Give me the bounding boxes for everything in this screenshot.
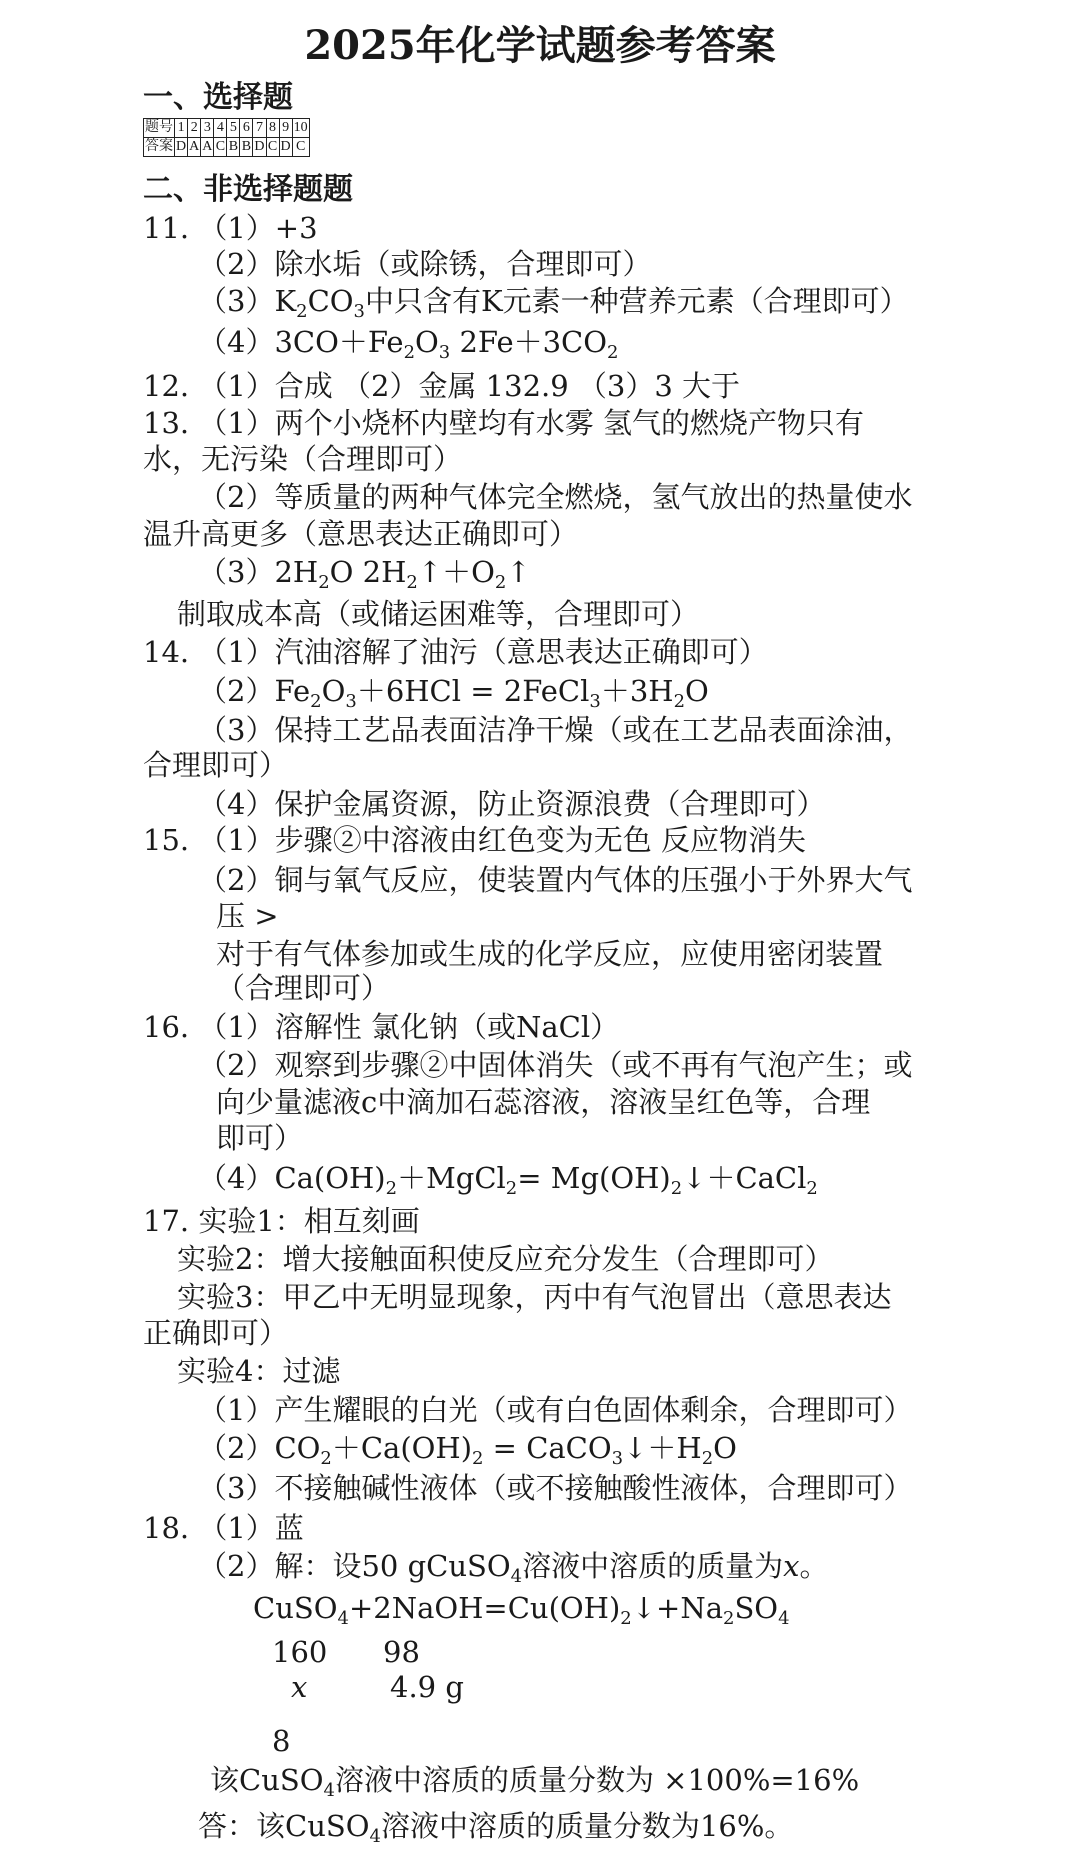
q14-line-3: （3）保持工艺品表面洁净干燥（或在工艺品表面涂油， bbox=[198, 713, 913, 747]
answer-cell: B bbox=[227, 138, 240, 157]
q11-line-3: $(3)K_2CO_3$中只含有K元素一种营养元素（合理即可） bbox=[198, 284, 909, 322]
q17-line-8: （3）不接触碱性液体（或不接触酸性液体，合理即可） bbox=[198, 1471, 913, 1505]
q18-result-number: 8 bbox=[272, 1724, 291, 1758]
q17-line-1: 17. 实验1：相互刻画 bbox=[143, 1204, 420, 1238]
q18-line-1: 18. （1）蓝 bbox=[143, 1511, 304, 1545]
q18-mass-fraction-line: 该CuSO$_4$溶液中溶质的质量分数为 ×100%=16% bbox=[210, 1763, 860, 1801]
answer-cell: B bbox=[240, 138, 253, 157]
q13-line-2: 水，无污染（合理即可） bbox=[143, 442, 463, 476]
q13-line-6: 制取成本高（或储运困难等，合理即可） bbox=[177, 597, 700, 631]
page-title: 2025年化学试题参考答案 bbox=[304, 22, 776, 69]
q18-given-mass: 4.9 g bbox=[390, 1670, 464, 1704]
answer-cell: C bbox=[266, 138, 279, 157]
q18-final-answer: 答：该CuSO$_4$溶液中溶质的质量分数为16%。 bbox=[198, 1809, 794, 1847]
question-number-cell: 6 bbox=[240, 119, 253, 138]
q18-molar-mass-cuso4: 160 bbox=[272, 1635, 328, 1669]
q15-line-5: （合理即可） bbox=[216, 971, 391, 1005]
q17-line-7-equation: $(2)CO_2+Ca(OH)_2$ = $CaCO_3↓+H_2O$ bbox=[198, 1431, 737, 1469]
answer-cell: C bbox=[292, 138, 309, 157]
q13-line-3: （2）等质量的两种气体完全燃烧，氢气放出的热量使水 bbox=[198, 480, 913, 514]
q14-line-5: （4）保护金属资源，防止资源浪费（合理即可） bbox=[198, 787, 826, 821]
table-row-numbers bbox=[144, 119, 310, 138]
answer-cell: A bbox=[188, 138, 201, 157]
q17-line-5: 实验4：过滤 bbox=[177, 1354, 341, 1388]
q13-line-4: 温升高更多（意思表达正确即可） bbox=[143, 517, 579, 551]
q15-line-2: （2）铜与氧气反应，使装置内气体的压强小于外界大气 bbox=[198, 863, 913, 897]
q17-line-4: 正确即可） bbox=[143, 1316, 289, 1350]
q17-line-3: 实验3：甲乙中无明显现象，丙中有气泡冒出（意思表达 bbox=[177, 1280, 892, 1314]
table-row-answers bbox=[144, 138, 310, 157]
q17-line-2: 实验2：增大接触面积使反应充分发生（合理即可） bbox=[177, 1242, 834, 1276]
q11-line-1: 11. （1）+3 bbox=[143, 211, 318, 245]
q15-line-4: 对于有气体参加或生成的化学反应，应使用密闭装置 bbox=[216, 937, 884, 971]
q16-line-3: 向少量滤液c中滴加石蕊溶液，溶液呈红色等，合理 bbox=[216, 1085, 871, 1119]
question-number-cell: 4 bbox=[214, 119, 227, 138]
q13-line-1: 13. （1）两个小烧杯内壁均有水雾 氢气的燃烧产物只有 bbox=[143, 406, 865, 440]
table-row-label: 题号 bbox=[144, 119, 175, 138]
answer-cell: A bbox=[201, 138, 214, 157]
q16-line-5-equation: $(4)Ca(OH)_2+MgCl_2=$ $Mg(OH)_2↓+CaCl_2$ bbox=[198, 1161, 818, 1199]
answer-cell: D bbox=[279, 138, 292, 157]
table-row-label: 答案 bbox=[144, 138, 175, 157]
question-number-cell: 3 bbox=[201, 119, 214, 138]
q14-line-4: 合理即可） bbox=[143, 748, 289, 782]
section-open-questions-heading: 二、非选择题题 bbox=[143, 172, 353, 207]
q11-line-4-equation: $(4)3CO+Fe_2O_3$ $2Fe+3CO_2$ bbox=[198, 325, 619, 363]
answer-cell: D bbox=[253, 138, 266, 157]
q16-line-2: （2）观察到步骤②中固体消失（或不再有气泡产生；或 bbox=[198, 1048, 913, 1082]
q15-line-1: 15. （1）步骤②中溶液由红色变为无色 反应物消失 bbox=[143, 823, 807, 857]
q18-reaction-equation: $CuSO_4+2NaOH=Cu(OH)_2↓+Na_2SO_4$ bbox=[253, 1591, 790, 1629]
question-number-cell: 8 bbox=[266, 119, 279, 138]
q12-line-1: 12. （1）合成 （2）金属 132.9 （3）3 大于 bbox=[143, 369, 741, 403]
q17-line-6: （1）产生耀眼的白光（或有白色固体剩余，合理即可） bbox=[198, 1393, 913, 1427]
question-number-cell: 10 bbox=[292, 119, 309, 138]
q16-line-4: 即可） bbox=[216, 1121, 304, 1155]
answer-table bbox=[143, 118, 310, 157]
q16-line-1: 16. （1）溶解性 氯化钠（或NaCl） bbox=[143, 1010, 620, 1044]
q13-line-5-equation: $(3)2H_2O$ $2H_2↑+O_2↑$ bbox=[198, 555, 531, 593]
question-number-cell: 9 bbox=[279, 119, 292, 138]
question-number-cell: 2 bbox=[188, 119, 201, 138]
question-number-cell: 1 bbox=[175, 119, 188, 138]
q11-line-2: （2）除水垢（或除锈，合理即可） bbox=[198, 247, 652, 281]
q18-unknown-x: x bbox=[291, 1670, 308, 1704]
q18-molar-mass-cuoh2: 98 bbox=[383, 1635, 420, 1669]
question-number-cell: 7 bbox=[253, 119, 266, 138]
q15-line-3: 压 > bbox=[216, 899, 279, 933]
answer-cell: C bbox=[214, 138, 227, 157]
q18-line-2: （2）解：设50 gCuSO$_4$溶液中溶质的质量为x。 bbox=[198, 1549, 829, 1587]
section-multiple-choice-heading: 一、选择题 bbox=[143, 80, 293, 115]
q14-line-2-equation: $(2)Fe_2O_3+6HCl$ = $2FeCl_3+3H_2O$ bbox=[198, 674, 709, 712]
question-number-cell: 5 bbox=[227, 119, 240, 138]
answer-cell: D bbox=[175, 138, 188, 157]
q14-line-1: 14. （1）汽油溶解了油污（意思表达正确即可） bbox=[143, 635, 768, 669]
